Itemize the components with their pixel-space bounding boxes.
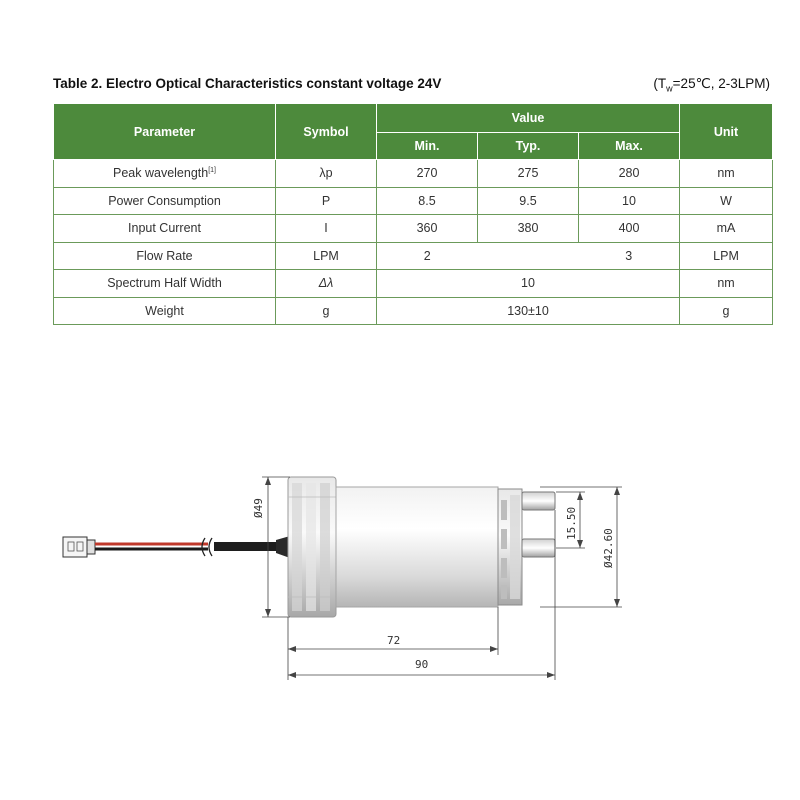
cell-max: 400 — [579, 215, 680, 243]
cell-unit: mA — [680, 215, 773, 243]
header-symbol: Symbol — [276, 104, 377, 160]
cell-max: 10 — [579, 187, 680, 215]
cell-min: 8.5 — [377, 187, 478, 215]
cell-max: 3 — [579, 242, 680, 270]
cell-parameter: Power Consumption — [54, 187, 276, 215]
power-cable — [95, 536, 290, 558]
left-end-cap — [288, 477, 336, 617]
cell-unit: W — [680, 187, 773, 215]
cell-value: 10 — [377, 270, 680, 298]
cell-symbol: Δλ — [276, 270, 377, 298]
header-parameter: Parameter — [54, 104, 276, 160]
cell-unit: g — [680, 297, 773, 325]
reactor-body — [336, 487, 498, 607]
header-typ: Typ. — [478, 133, 579, 160]
cell-parameter: Weight — [54, 297, 276, 325]
cell-value: 130±10 — [377, 297, 680, 325]
cell-unit: LPM — [680, 242, 773, 270]
header-unit: Unit — [680, 104, 773, 160]
water-port-bottom — [522, 539, 555, 557]
cell-symbol: g — [276, 297, 377, 325]
dim-port-spacing: 15.50 — [565, 506, 578, 540]
cell-parameter: Flow Rate — [54, 242, 276, 270]
cell-unit: nm — [680, 160, 773, 188]
cell-typ: 380 — [478, 215, 579, 243]
cell-parameter: Input Current — [54, 215, 276, 243]
connector-plug — [63, 537, 95, 557]
right-end-cap — [498, 489, 522, 605]
dim-total-length: 90 — [415, 658, 429, 671]
dim-body-length: 72 — [387, 634, 401, 647]
cell-symbol: LPM — [276, 242, 377, 270]
header-min: Min. — [377, 133, 478, 160]
cell-symbol: P — [276, 187, 377, 215]
water-port-top — [522, 492, 555, 510]
cell-min: 360 — [377, 215, 478, 243]
dim-diameter-left: Ø49 — [252, 498, 265, 518]
cell-min: 270 — [377, 160, 478, 188]
footnote-mark: [1] — [208, 167, 216, 175]
cell-parameter: Peak wavelength[1] — [54, 160, 276, 188]
cell-typ: 275 — [478, 160, 579, 188]
table-title: Table 2. Electro Optical Characteristics constant voltage 24V — [53, 76, 442, 91]
cell-symbol: λp — [276, 160, 377, 188]
cell-typ: 9.5 — [478, 187, 579, 215]
cell-unit: nm — [680, 270, 773, 298]
header-max: Max. — [579, 133, 680, 160]
cell-min: 2 — [377, 242, 478, 270]
cell-max: 280 — [579, 160, 680, 188]
header-value: Value — [377, 104, 680, 133]
test-conditions: ($T_w=25℃$, 2-3LPM) — [653, 76, 770, 94]
cell-parameter: Spectrum Half Width — [54, 270, 276, 298]
dim-diameter-right: Ø42.60 — [602, 528, 615, 568]
cell-symbol: I — [276, 215, 377, 243]
